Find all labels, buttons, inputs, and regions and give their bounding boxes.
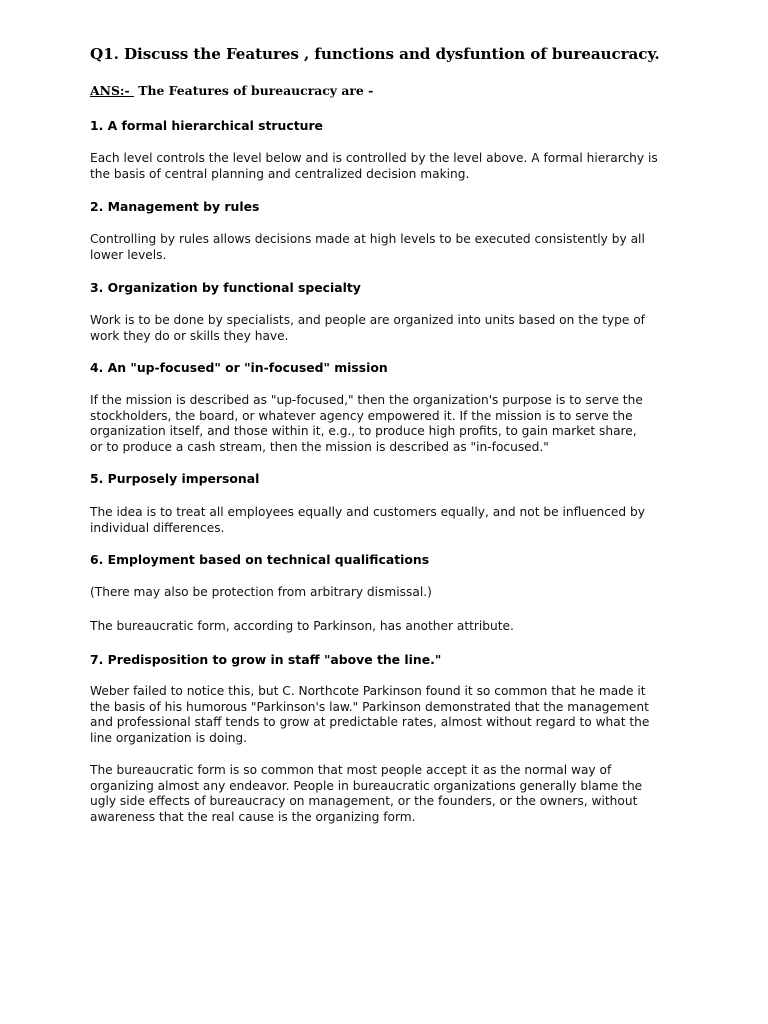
paragraph-line: stockholders, the board, or whatever agency empowered it. If the mission is to serve the [90,408,633,423]
paragraph-line: The idea is to treat all employees equally and customers equally, and not be influenced by [90,505,645,519]
paragraph-line: the basis of central planning and centralized decision making. [90,166,470,181]
paragraph-line: If the mission is described as "up-focused," then the organization's purpose is to serve the [90,393,643,407]
section-heading-1: 1. A formal hierarchical structure [90,118,323,133]
section-paragraph-2 [90,232,690,263]
section-paragraph-6b [90,619,690,635]
section-paragraph-1 [90,151,690,182]
paragraph-line: Weber failed to notice this, but C. Northcote Parkinson found it so common that he made it [90,684,646,698]
section-paragraph-4 [90,393,690,455]
paragraph-line: awareness that the real cause is the organizing form. [90,809,416,824]
paragraph-line: Controlling by rules allows decisions made at high levels to be executed consistently by all [90,232,645,246]
paragraph-line: The bureaucratic form, according to Parkinson, has another attribute. [90,619,514,633]
section-paragraph-6 [90,585,690,601]
section-paragraph-3 [90,313,690,344]
section-heading-4: 4. An "up-focused" or "in-focused" mission [90,360,388,375]
section-paragraph-7 [90,684,690,746]
paragraph-line: work they do or skills they have. [90,328,289,343]
paragraph-line: individual differences. [90,520,225,535]
paragraph-line: ugly side effects of bureaucracy on management, or the founders, or the owners, without [90,794,638,809]
paragraph-line: The bureaucratic form is so common that most people accept it as the normal way of [90,763,612,777]
paragraph-line: lower levels. [90,247,167,262]
section-heading-2: 2. Management by rules [90,199,260,214]
answer-intro-line [90,83,373,98]
paragraph-line: organizing almost any endeavor. People in bureaucratic organizations generally blame the [90,778,643,793]
section-paragraph-7b [90,763,690,825]
paragraph-line: or to produce a cash stream, then the mission is described as "in-focused." [90,439,549,454]
section-heading-5: 5. Purposely impersonal [90,471,260,486]
answer-intro: The Features of bureaucracy are - [133,83,374,98]
paragraph-line: and professional staff tends to grow at predictable rates, almost without regard to what the [90,715,650,730]
section-heading-6: 6. Employment based on technical qualifications [90,552,430,567]
paragraph-line: Each level controls the level below and is controlled by the level above. A formal hierarchy is [90,151,658,165]
question-title: Q1. Discuss the Features , functions and dysfuntion of bureaucracy. [90,45,660,63]
paragraph-line: line organization is doing. [90,730,248,745]
paragraph-line: Work is to be done by specialists, and people are organized into units based on the type of [90,313,645,327]
section-heading-7: 7. Predisposition to grow in staff "above the line." [90,652,442,667]
section-heading-3: 3. Organization by functional specialty [90,280,361,295]
answer-label: ANS:- [90,83,134,98]
section-paragraph-5 [90,505,690,536]
paragraph-line: (There may also be protection from arbitrary dismissal.) [90,585,432,599]
paragraph-line: the basis of his humorous "Parkinson's law." Parkinson demonstrated that the management [90,699,649,714]
paragraph-line: organization itself, and those within it, e.g., to produce high profits, to gain market share, [90,424,637,439]
